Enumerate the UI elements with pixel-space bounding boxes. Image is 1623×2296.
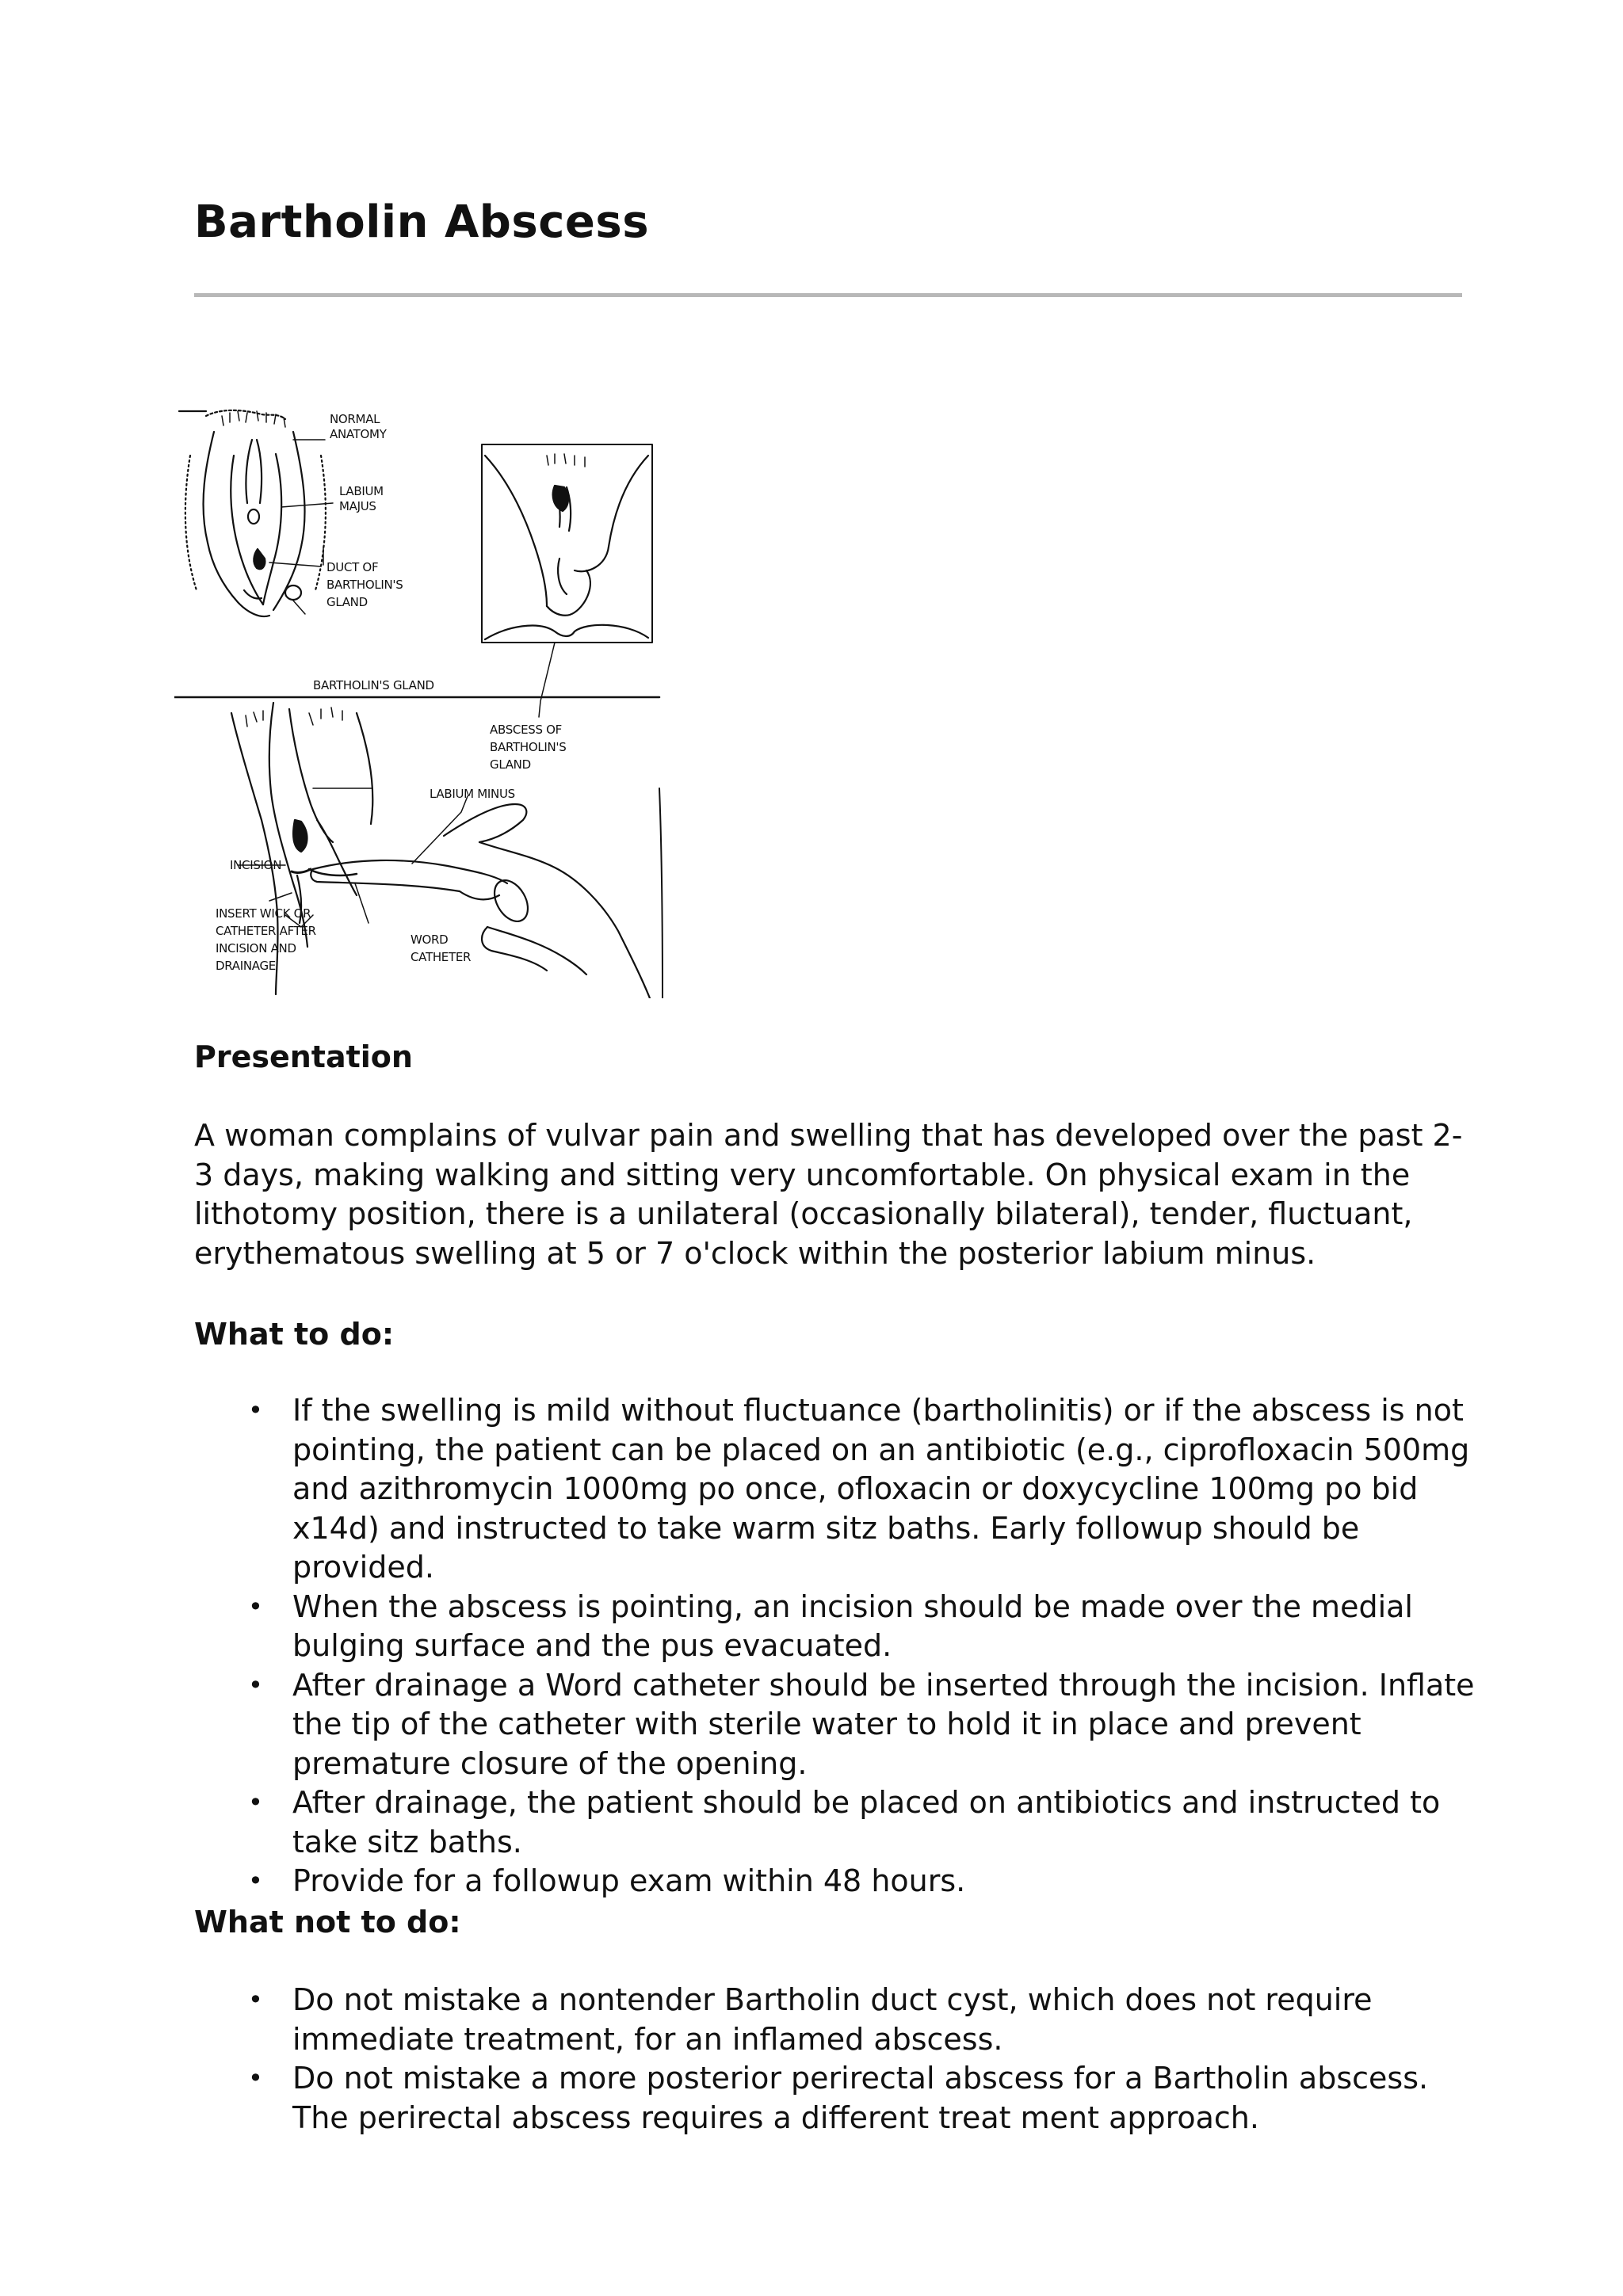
list-item: • After drainage, the patient should be placed on antibiotics and instructed to take sitz baths. [194,1783,1478,1862]
list-item: • If the swelling is mild without fluctuance (bartholinitis) or if the abscess is not pointing, the patient can be placed on an antibiotic (e.g., ciprofloxacin 500mg and azithromycin 1000mg po once, ofloxacin or doxycycline 100mg po bid x14d) and instructed to take warm sitz baths. Early followup should be provided. [194,1391,1478,1588]
presentation-heading: Presentation [194,1039,413,1074]
presentation-text: A woman complains of vulvar pain and swelling that has developed over the past 2-3 days, making walking and sitting very uncomfortable. On physical exam in the lithotomy position, there is a unilateral (occasionally bilateral), tender, fluctuant, erythematous swelling at 5 or 7 o'clock within the posterior labium minus. [194,1118,1463,1271]
label-labium-minus: LABIUM MINUS [430,787,515,801]
abscess-inset-drawing [482,444,652,643]
normal-anatomy-drawing [179,410,326,616]
label-bartholins-gland: BARTHOLIN'S GLAND [313,678,434,692]
list-item: • When the abscess is pointing, an incision should be made over the medial bulging surface and the pus evacuated. [194,1588,1478,1666]
list-item: • Do not mistake a nontender Bartholin duct cyst, which does not require immediate treatment, for an inflamed abscess. [194,1981,1478,2059]
title-divider [194,293,1462,297]
what-to-do-heading: What to do: [194,1317,395,1352]
list-item: • Do not mistake a more posterior perirectal abscess for a Bartholin abscess. The perirectal abscess requires a different treat ment approach. [194,2059,1478,2138]
label-labium-majus: LABIUM MAJUS [339,484,384,513]
label-duct-of-bartholins-gland: DUCT OF BARTHOLIN'S GLAND [327,560,403,609]
label-abscess-of-bartholins-gland: ABSCESS OF BARTHOLIN'S GLAND [490,723,567,772]
list-item: • Provide for a followup exam within 48 hours. [194,1862,1478,1901]
page-title: Bartholin Abscess [194,196,650,248]
hand-drawing [311,788,663,998]
label-word-catheter: WORD CATHETER [411,933,472,964]
what-to-do-list [194,1391,1478,1901]
what-not-to-do-list [194,1981,1478,2138]
anatomy-illustration [174,408,670,998]
label-incision: INCISION [230,858,282,872]
anatomy-diagram [174,408,670,998]
label-normal-anatomy: NORMAL ANATOMY [330,412,387,441]
what-not-to-do-heading: What not to do: [194,1905,461,1939]
label-insert-wick-or-catheter: INSERT WICK OR CATHETER AFTER INCISION AND DRAINAGE [216,906,316,973]
list-item: • After drainage a Word catheter should be inserted through the incision. Inflate the tip of the catheter with sterile water to hold it in place and prevent premature closure of the opening. [194,1666,1478,1784]
